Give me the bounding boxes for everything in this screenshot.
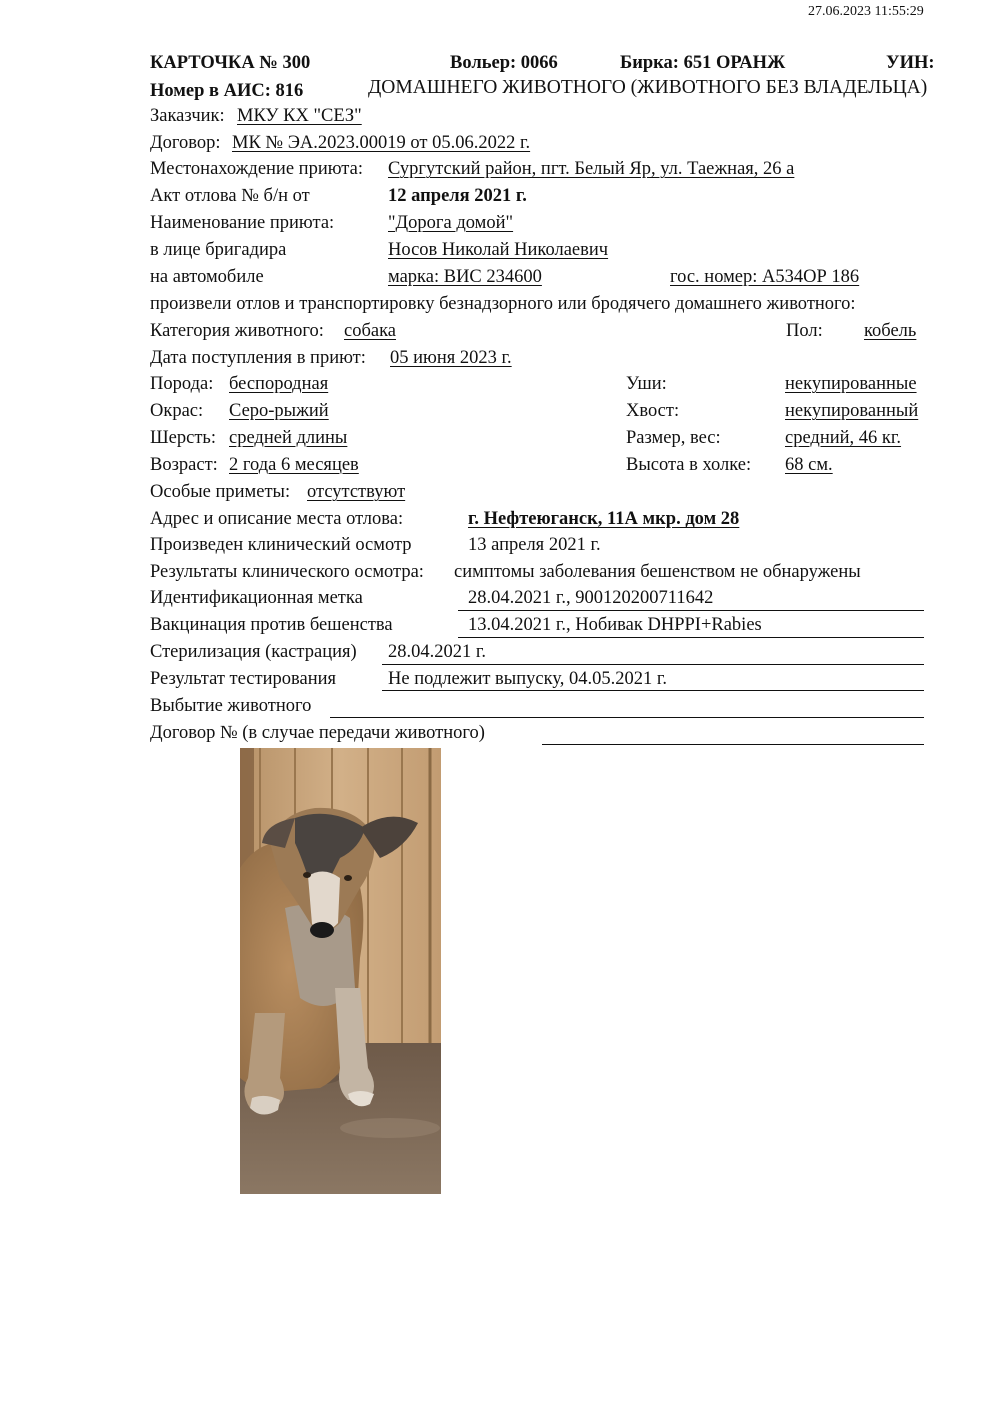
- color-value: Серо-рыжий: [229, 401, 329, 421]
- departure-label: Выбытие животного: [150, 696, 312, 716]
- category-label: Категория животного:: [150, 321, 324, 341]
- age-label: Возраст:: [150, 455, 218, 475]
- ears-value: некупированные: [785, 374, 917, 394]
- dog-photo: [240, 748, 441, 1194]
- exam-result-label: Результаты клинического осмотра:: [150, 562, 424, 582]
- uin-label: УИН:: [886, 53, 935, 73]
- transfer-contract-line: [542, 744, 924, 745]
- age-value: 2 года 6 месяцев: [229, 455, 359, 475]
- special-marks-label: Особые приметы:: [150, 482, 291, 502]
- test-result-value: Не подлежит выпуску, 04.05.2021 г.: [388, 669, 667, 689]
- breed-value: беспородная: [229, 374, 329, 394]
- sex-value: кобель: [864, 321, 917, 341]
- shelter-location-label: Местонахождение приюта:: [150, 159, 363, 179]
- enclosure-number: Вольер: 0066: [450, 53, 558, 73]
- print-timestamp: 27.06.2023 11:55:29: [808, 4, 924, 19]
- tag-number: Бирка: 651 ОРАНЖ: [620, 53, 786, 73]
- height-value: 68 см.: [785, 455, 833, 475]
- foreman-name: Носов Николай Николаевич: [388, 240, 609, 260]
- arrival-label: Дата поступления в приют:: [150, 348, 366, 368]
- sterilization-label: Стерилизация (кастрация): [150, 642, 357, 662]
- fur-label: Шерсть:: [150, 428, 216, 448]
- sex-label: Пол:: [786, 321, 823, 341]
- document-title: ДОМАШНЕГО ЖИВОТНОГО (ЖИВОТНОГО БЕЗ ВЛАДЕЛЬЦА): [368, 77, 928, 98]
- size-value: средний, 46 кг.: [785, 428, 902, 448]
- vaccination-value: 13.04.2021 г., Нобивак DHPPI+Rabies: [468, 615, 762, 635]
- size-label: Размер, вес:: [626, 428, 721, 448]
- customer-label: Заказчик:: [150, 106, 225, 126]
- capture-address-label: Адрес и описание места отлова:: [150, 509, 404, 529]
- id-mark-line: [458, 610, 924, 611]
- card-number: КАРТОЧКА № 300: [150, 53, 311, 73]
- category-value: собака: [344, 321, 397, 341]
- exam-label: Произведен клинический осмотр: [150, 535, 412, 555]
- tail-value: некупированный: [785, 401, 919, 421]
- vaccination-label: Вакцинация против бешенства: [150, 615, 393, 635]
- contract-value: МК № ЭА.2023.00019 от 05.06.2022 г.: [232, 133, 531, 153]
- exam-date: 13 апреля 2021 г.: [468, 535, 601, 555]
- contract-label: Договор:: [150, 133, 221, 153]
- capture-statement: произвели отлов и транспортировку безнадзорного или бродячего домашнего животного:: [150, 294, 856, 314]
- shelter-name-label: Наименование приюта:: [150, 213, 335, 233]
- ais-number: Номер в АИС: 816: [150, 81, 304, 101]
- breed-label: Порода:: [150, 374, 214, 394]
- transfer-contract-label: Договор № (в случае передачи животного): [150, 723, 485, 743]
- vehicle-label: на автомобиле: [150, 267, 264, 287]
- sterilization-line: [382, 664, 924, 665]
- special-marks-value: отсутствуют: [307, 482, 406, 502]
- height-label: Высота в холке:: [626, 455, 752, 475]
- id-mark-label: Идентификационная метка: [150, 588, 363, 608]
- fur-value: средней длины: [229, 428, 348, 448]
- capture-address-value: г. Нефтеюганск, 11А мкр. дом 28: [468, 509, 740, 529]
- customer-value: МКУ КХ "СЕЗ": [237, 106, 362, 126]
- test-result-label: Результат тестирования: [150, 669, 337, 689]
- shelter-name-value: "Дорога домой": [388, 213, 514, 233]
- shelter-location-value: Сургутский район, пгт. Белый Яр, ул. Таежная, 26 а: [388, 159, 795, 179]
- tail-label: Хвост:: [626, 401, 680, 421]
- capture-act-date: 12 апреля 2021 г.: [388, 186, 527, 206]
- vaccination-line: [458, 637, 924, 638]
- vehicle-plate: гос. номер: А534ОР 186: [670, 267, 860, 287]
- departure-line: [330, 717, 924, 718]
- vehicle-model: марка: ВИС 234600: [388, 267, 542, 287]
- foreman-label: в лице бригадира: [150, 240, 287, 260]
- ears-label: Уши:: [626, 374, 667, 394]
- exam-result-value: симптомы заболевания бешенством не обнаружены: [454, 562, 861, 582]
- capture-act-label: Акт отлова № б/н от: [150, 186, 310, 206]
- test-result-line: [382, 690, 924, 691]
- color-label: Окрас:: [150, 401, 204, 421]
- id-mark-value: 28.04.2021 г., 900120200711642: [468, 588, 714, 608]
- arrival-date: 05 июня 2023 г.: [390, 348, 512, 368]
- sterilization-value: 28.04.2021 г.: [388, 642, 487, 662]
